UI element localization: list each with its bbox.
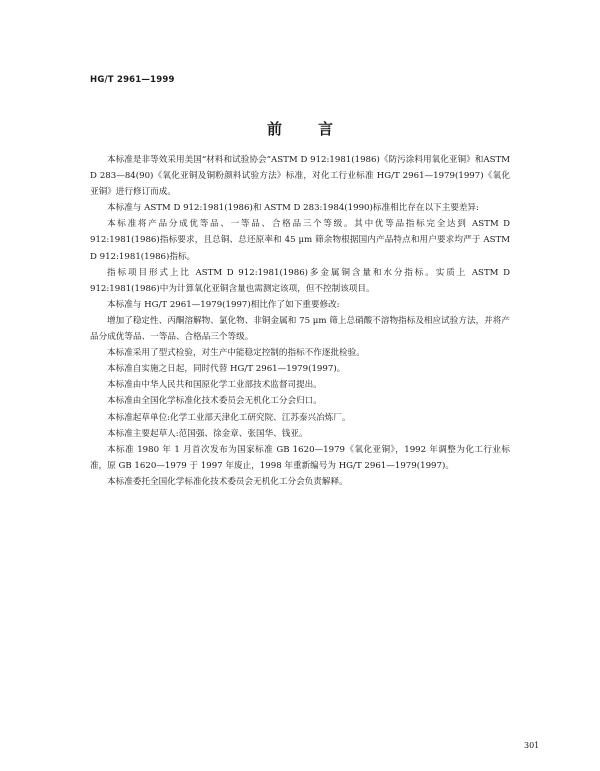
paragraph-proposed-by: 本标准由中华人民共和国原化学工业部技术监督司提出。 — [107, 380, 322, 391]
paragraph-type-inspection: 本标准采用了型式检验，对生产中能稳定控制的指标不作逐批检验。 — [107, 348, 365, 359]
paragraph-added-indicators: 增加了稳定性、丙酮溶解物、氯化物、非铜金属和 75 μm 筛上总硝酸不溶物指标及相应试验方法，并将产品分成优等品、一等品、合格品三个等级。 — [90, 315, 510, 343]
paragraph-grades: 本标准将产品分成优等品、一等品、合格品三个等级。其中优等品指标完全达到 ASTM D 912:1981(1986)指标要求，且总铜、总还原率和 45 μm 筛余物根据国内产品特点和用户要求均严于 ASTM D 912:1981(1986)指标。 — [90, 219, 510, 262]
document-body — [90, 152, 510, 490]
page-title: 前言 — [266, 120, 369, 138]
paragraph-indicator-items: 指标项目形式上比 ASTM D 912:1981(1986)多金属铜含量和水分指标。实质上 ASTM D 912:1981(1986)中为计算氧化亚铜含量也需测定该项，但不控制该项目。 — [90, 267, 510, 294]
paragraph-interpretation: 本标准委托全国化学标准化技术委员会无机化工分会负责解释。 — [107, 476, 348, 487]
paragraph-centralized-by: 本标准由全国化学标准化技术委员会无机化工分会归口。 — [107, 396, 322, 407]
paragraph-drafting-units: 本标准起草单位:化学工业部天津化工研究院、江苏泰兴冶炼厂。 — [107, 412, 351, 423]
paragraph-adoption: 本标准是非等效采用美国“材料和试验协会”ASTM D 912:1981(1986)《防污涂料用氧化亚铜》和ASTM D 283—84(90)《氧化亚铜及铜粉颜料试验方法》标准，对化工行业标准 HG/T 2961—1979(1997)《氧化亚铜》进行修订而成。 — [90, 155, 510, 198]
paragraph-history: 本标准 1980 年 1 月首次发布为国家标准 GB 1620—1979《氧化亚铜》，1992 年调整为化工行业标准，原 GB 1620—1979 于 1997 年废止，1998 年重新编号为 HG/T 2961—1979(1997)。 — [90, 444, 510, 471]
standard-code-header: HG/T 2961—1999 — [90, 75, 175, 85]
paragraph-modifications-intro: 本标准与 HG/T 2961—1979(1997)相比作了如下重要修改: — [107, 299, 340, 310]
page-number: 301 — [524, 741, 540, 750]
paragraph-differences-intro: 本标准与 ASTM D 912:1981(1986)和 ASTM D 283:1984(1990)标准相比存在以下主要差异: — [107, 203, 479, 214]
paragraph-drafters: 本标准主要起草人:范国强、徐金章、张国华、钱亚。 — [107, 428, 308, 439]
paragraph-replacement: 本标准自实施之日起，同时代替 HG/T 2961—1979(1997)。 — [107, 364, 346, 375]
